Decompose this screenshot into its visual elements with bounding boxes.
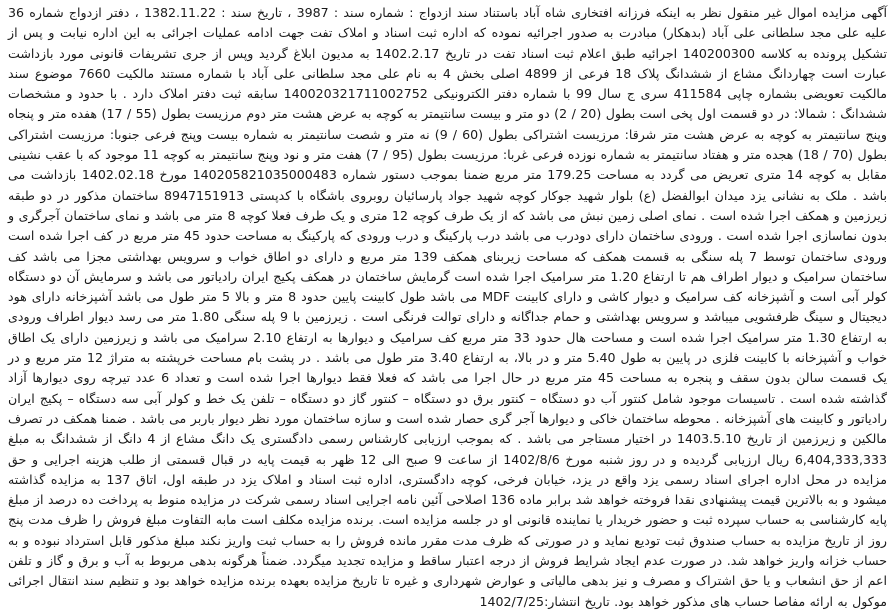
auction-notice-text: آگهی مزایده اموال غیر منقول نظر به اینکه فرزانه افتخاری شاه آباد باستناد سند ازدواج : شماره سند : 3987 ، تاریخ سند : 1382.11.22 ، دفتر ازدواج شماره 36 علیه علی مجد سلطانی علی آباد (بدهکار) مبادرت به صدور اجرائیه نموده که اداره ثبت اسناد و املاک تفت جهت ادامه عملیات اجرائی به این اداره نیابت و پس از تشکیل پرونده به کلاسه 140200300 اجرائیه طبق اعلام ثبت اسناد تفت در تاریخ 1402.2.17 به مدیون ابلاغ گردید وپس از جری تشریفات قانونی مورد بازداشت عبارت است چهاردانگ مشاع از ششدانگ پلاک 18 فرعی از 4899 اصلی بخش 4 به نام علی مجد سلطانی علی آباد با شماره مستند مالکیت 7660 موضوع سند مالکیت تعویضی بشماره چاپی 411584 سری ج سال 99 با شماره دفتر الکترونیکی 140020321711002752 سابقه ثبت دفتر املاک دارد . با حدود و مشخصات ششدانگ : شمالا: در دو قسمت اول پخی است بطول (20 / 2) دو متر و بیست سانتیمتر به کوچه به عرض هشت متر دوم مرزیست بطول (55 / 17) هفده متر و پنجاه وپنج سانتیمتر به کوچه به عرض هشت متر شرقا: مرزیست اشتراکی بطول (60 / 9) نه متر و شصت سانتیمتر به شماره بیست وپنج فرعی جنوبا: مرزیست اشتراکی بطول (70 / 18) هجده متر و هفتاد سانتیمتر به شماره نوزده فرعی غربا: مرزیست بطول (95 / 7) هفت متر و نود وپنج سانتیمتر به کوچه 11 موجود که با عقب نشینی مقابل به کوچه 14 متری تعریض می گردد به مساحت 179.25 متر مربع ضمنا بموجب دستور شماره 140205821035000483 مورخ 1402.02.18 بازداشت می باشد . ملک به نشانی یزد میدان ابوالفضل (ع) بلوار شهید جوکار کوچه شهید جواد پارسائیان روبروی باشگاه با کدپستی 8947151913 ساختمان مذکور در دو طبقه زیرزمین و همکف اجرا شده است . نمای اصلی زمین نبش می باشد که از یک طرف کوچه 12 متری و یک طرف فعلا کوچه 8 متر می باشد و نمای ساختمان آجرگری و بدون نماسازی اجرا شده است . ورودی ساختمان دارای دودرب می باشد درب پارکینگ و درب ورودی که پارکینگ به مساحت حدود 45 متر مربع در کف اجرا شده است ورودی ساختمان توسط 7 پله سنگی به قسمت همکف که مساحت زیربنای همکف 139 متر مربع و دارای دو اطاق خواب و سرویس بهداشتی مجزا می باشد کف ساختمان سرامیک و دیوار اطراف هم تا ارتفاع 1.20 متر سرامیک اجرا شده است گرمایش ساختمان در همکف پکیج ایران رادیاتور می باشد و سرمایش آن دو دستگاه کولر آبی است و آشپزخانه کف سرامیک و دیوار کاشی و دارای کابینت MDF می باشد طول کابینت پایین حدود 8 متر و بالا 5 متر طول می باشد آشپزخانه دارای هود دیجیتال و سینگ ظرفشویی میباشد و سرویس بهداشتی و حمام جداگانه و دارای توالت فرنگی است . زیرزمین با 9 پله سنگی 1.80 متر می رسد دیوار اطراف ورودی به ارتفاع 1.30 متر سرامیک اجرا شده است و مساحت هال حدود 33 متر مربع کف سرامیک و دیوارها به ارتفاع 2.10 سرامیک می باشد و زیرزمین دارای یک اطاق خواب و آشپزخانه با کابینت فلزی در پایین به طول 5.40 متر و در بالا، به ارتفاع 3.40 متر طول می باشد . در پشت بام مساحت خرپشته به متراژ 12 متر مربع و در یک قسمت سالن بدون سقف و پنجره به مساحت 45 متر مربع در حال اجرا می باشد که فعلا فقط دیوارها اجرا شده است و تعداد 6 عدد تیرچه روی دیوارها آزاد گذاشته شده است . تاسیسات موجود شامل کنتور آب دو دستگاه – کنتور برق دو دستگاه – کنتور گاز دو دستگاه – تلفن یک خط و کولر آبی سه دستگاه – پکیج ایران رادیاتور و کابینت های آشپزخانه . محوطه ساختمان خاکی و دیوارها آجر گری حصار شده است و سازه ساختمان مورد نظر دیوار باربر می باشد . ضمنا همکف در تصرف مالکین و زیرزمین از تاریخ 1403.5.10 در اختیار مستاجر می باشد . که بموجب ارزیابی کارشناس رسمی دادگستری یک دانگ مشاع از 4 دانگ از ششدانگ به مبلغ 6,404,333,333 ریال ارزیابی گردیده و در روز شنبه مورخ 1402/8/6 از ساعت 9 صبح الی 12 ظهر به قیمت پایه در قبال قسمتی از طلب هزینه اجرایی و حق مزایده در محل اداره اجرای اسناد رسمی یزد واقع در یزد، خیابان فرخی، کوچه دادگستری، اداره ثبت اسناد و املاک یزد در طبقه اول، اتاق 137 به مزایده گذاشته میشود و به بالاترین قیمت پیشنهادی نقدا فروخته خواهد شد برابر ماده 136 اصلاحی آئین نامه اجرایی اسناد رسمی شرکت در مزایده منوط به پرداخت ده درصد از مبلغ پایه کارشناسی به حساب سپرده ثبت و حضور خریدار یا نماینده قانونی او در جلسه مزایده است. برنده مزایده مکلف است مابه التفاوت مبلغ فروش را ظرف مدت پنج روز از تاریخ مزایده به حساب صندوق ثبت تودیع نماید و در صورتی که ظرف مدت مقرر مانده فروش را به حساب ثبت واریز نکند مبلغ مذکور قابل استرداد نبوده و به حساب خزانه واریز خواهد شد. در صورت عدم ایجاد شرایط فروش از درجه اعتبار ساقط و مزایده تجدید میگردد. ضمناً هرگونه بدهی مربوط به آب و برق و گاز و تلفن اعم از حق انشعاب و یا حق اشتراک و مصرف و نیز بدهی مالیاتی و عوارض شهرداری و غیره تا تاریخ مزایده بعهده برنده مزایده خواهد بود و تنظیم سند انتقال اجرائی موکول به ارائه مفاصا حساب های مذکور خواهد بود. تاریخ انتشار:1402/7/25	[8, 5, 888, 609]
